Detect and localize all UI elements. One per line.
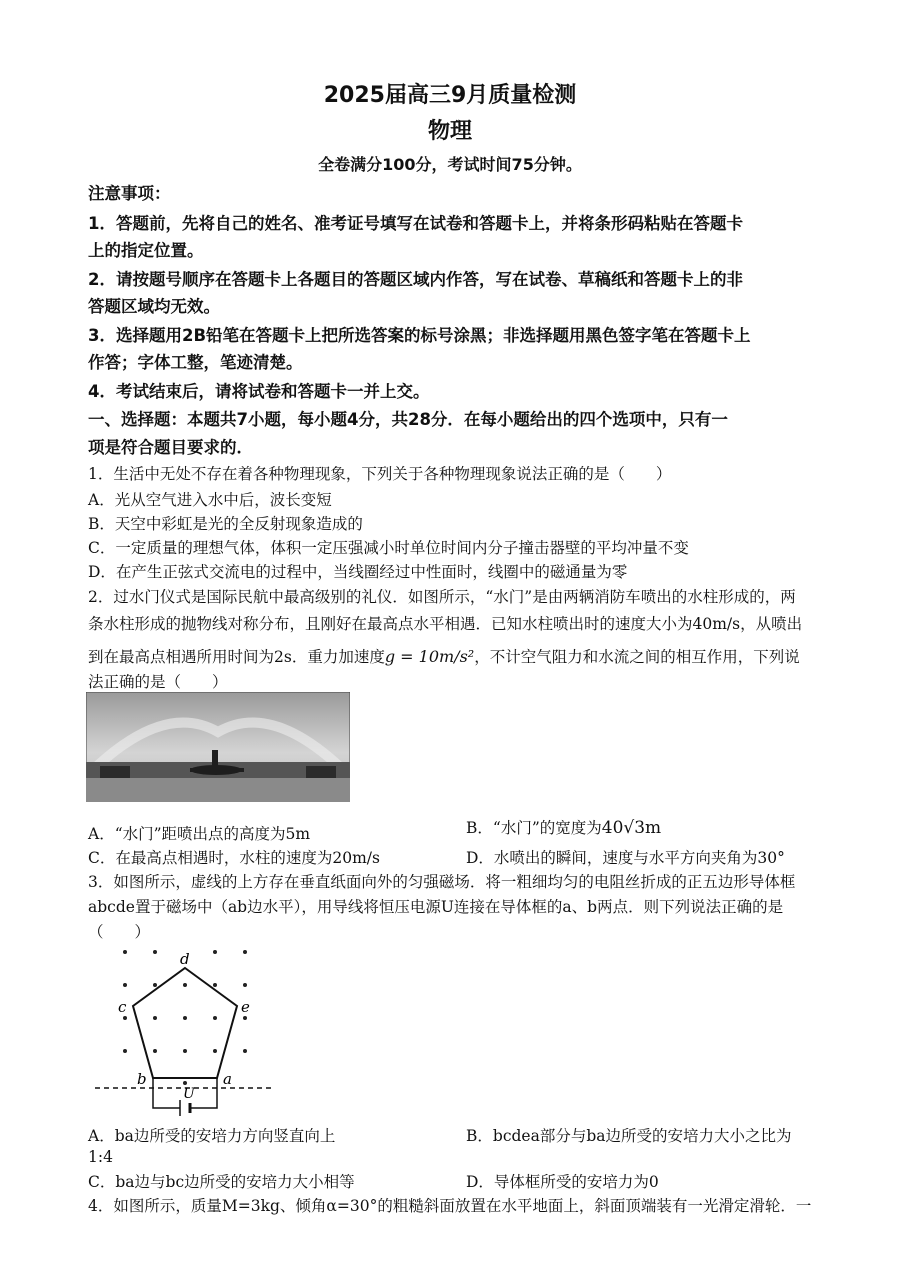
q3-option-b: B．bcdea部分与ba边所受的安培力大小之比为	[466, 1127, 792, 1145]
q2-formula: g = 10m/s²	[384, 647, 475, 666]
q3-line-3: （ ）	[88, 923, 151, 941]
q4-line-1: 4．如图所示，质量M=3kg、倾角α=30°的粗糙斜面放置在水平地面上，斜面顶端装有一光滑定滑轮．一	[88, 1197, 812, 1215]
q2-option-d: D．水喷出的瞬间，速度与水平方向夹角为30°	[466, 849, 785, 867]
fire-truck-left	[100, 766, 130, 778]
notice-item-3-line-2: 作答；字体工整，笔迹清楚。	[88, 353, 303, 372]
q2-option-a: A．“水门”距喷出点的高度为5m	[88, 825, 311, 843]
q1-stem: 1．生活中无处不存在着各种物理现象，下列关于各种物理现象说法正确的是（ ）	[88, 465, 672, 483]
q1-option-c: C．一定质量的理想气体，体积一定压强减小时单位时间内分子撞击器壁的平均冲量不变	[88, 539, 689, 557]
notice-item-3-line-1: 3．选择题用2B铅笔在答题卡上把所选答案的标号涂黑；非选择题用黑色签字笔在答题卡上	[88, 326, 751, 345]
airplane-wing	[190, 768, 244, 772]
q2-line-3	[88, 645, 800, 667]
q1-option-a: A．光从空气进入水中后，波长变短	[88, 491, 332, 509]
section-1-line-2: 项是符合题目要求的．	[88, 438, 253, 457]
notice-item-1-line-1: 1．答题前，先将自己的姓名、准考证号填写在试卷和答题卡上，并将条形码粘贴在答题卡	[88, 214, 743, 233]
notice-heading: 注意事项：	[88, 184, 171, 203]
q2-line-1: 2．过水门仪式是国际民航中最高级别的礼仪．如图所示，“水门”是由两辆消防车喷出的水柱形成的，两	[88, 588, 796, 606]
q2-line-3b: ，不计空气阻力和水流之间的相互作用，下列说	[474, 648, 800, 666]
q1-option-b: B．天空中彩虹是光的全反射现象造成的	[88, 515, 363, 533]
runway	[86, 778, 350, 802]
q2-option-b	[466, 816, 661, 838]
exam-info: 全卷满分100分，考试时间75分钟。	[318, 155, 582, 174]
vertex-label-d: d	[180, 950, 190, 968]
notice-item-2-line-1: 2．请按题号顺序在答题卡上各题目的答题区域内作答，写在试卷、草稿纸和答题卡上的非	[88, 270, 743, 289]
pentagon-circuit-diagram	[90, 940, 280, 1120]
exam-title: 2025届高三9月质量检测	[323, 83, 577, 108]
q3-option-b-cont: 1:4	[88, 1148, 113, 1166]
q3-option-c: C．ba边与bc边所受的安培力大小相等	[88, 1173, 355, 1191]
q2-line-4: 法正确的是（ ）	[88, 673, 228, 691]
q2-line-2: 条水柱形成的抛物线对称分布，且刚好在最高点水平相遇．已知水柱喷出时的速度大小为40m/s，从喷出	[88, 615, 803, 633]
q2-line-3a: 到在最高点相遇所用时间为2s．重力加速度	[88, 648, 385, 666]
notice-item-1-line-2: 上的指定位置。	[88, 241, 204, 260]
vertex-label-e: e	[241, 998, 250, 1016]
q3-line-1: 3．如图所示，虚线的上方存在垂直纸面向外的匀强磁场．将一粗细均匀的电阻丝折成的正五边形导体框	[88, 873, 796, 891]
section-1-line-1: 一、选择题：本题共7小题，每小题4分，共28分．在每小题给出的四个选项中，只有一	[88, 410, 728, 429]
vertex-label-a: a	[223, 1070, 232, 1088]
q3-option-a: A．ba边所受的安培力方向竖直向上	[88, 1127, 336, 1145]
q3-option-d: D．导体框所受的安培力为0	[466, 1173, 659, 1191]
notice-item-4: 4．考试结束后，请将试卷和答题卡一并上交。	[88, 382, 430, 401]
q2-option-b-value: 40√3m	[601, 818, 662, 838]
q2-option-c: C．在最高点相遇时，水柱的速度为20m/s	[88, 849, 380, 867]
notice-item-2-line-2: 答题区域均无效。	[88, 297, 220, 316]
fire-truck-right	[306, 766, 336, 778]
vertex-label-c: c	[118, 998, 127, 1016]
q1-option-d: D．在产生正弦式交流电的过程中，当线圈经过中性面时，线圈中的磁通量为零	[88, 563, 628, 581]
q2-option-b-prefix: B．“水门”的宽度为	[466, 819, 602, 837]
wire-left	[153, 1078, 180, 1108]
subject-title: 物理	[427, 119, 472, 144]
airplane-tail	[212, 750, 218, 770]
vertex-label-b: b	[137, 1070, 147, 1088]
q3-line-2: abcde置于磁场中（ab边水平），用导线将恒压电源U连接在导体框的a、b两点．则下列说法正确的是	[88, 898, 784, 916]
source-label-u: U	[183, 1086, 195, 1102]
water-gate-photo	[86, 692, 350, 802]
field-dots	[123, 950, 247, 1085]
